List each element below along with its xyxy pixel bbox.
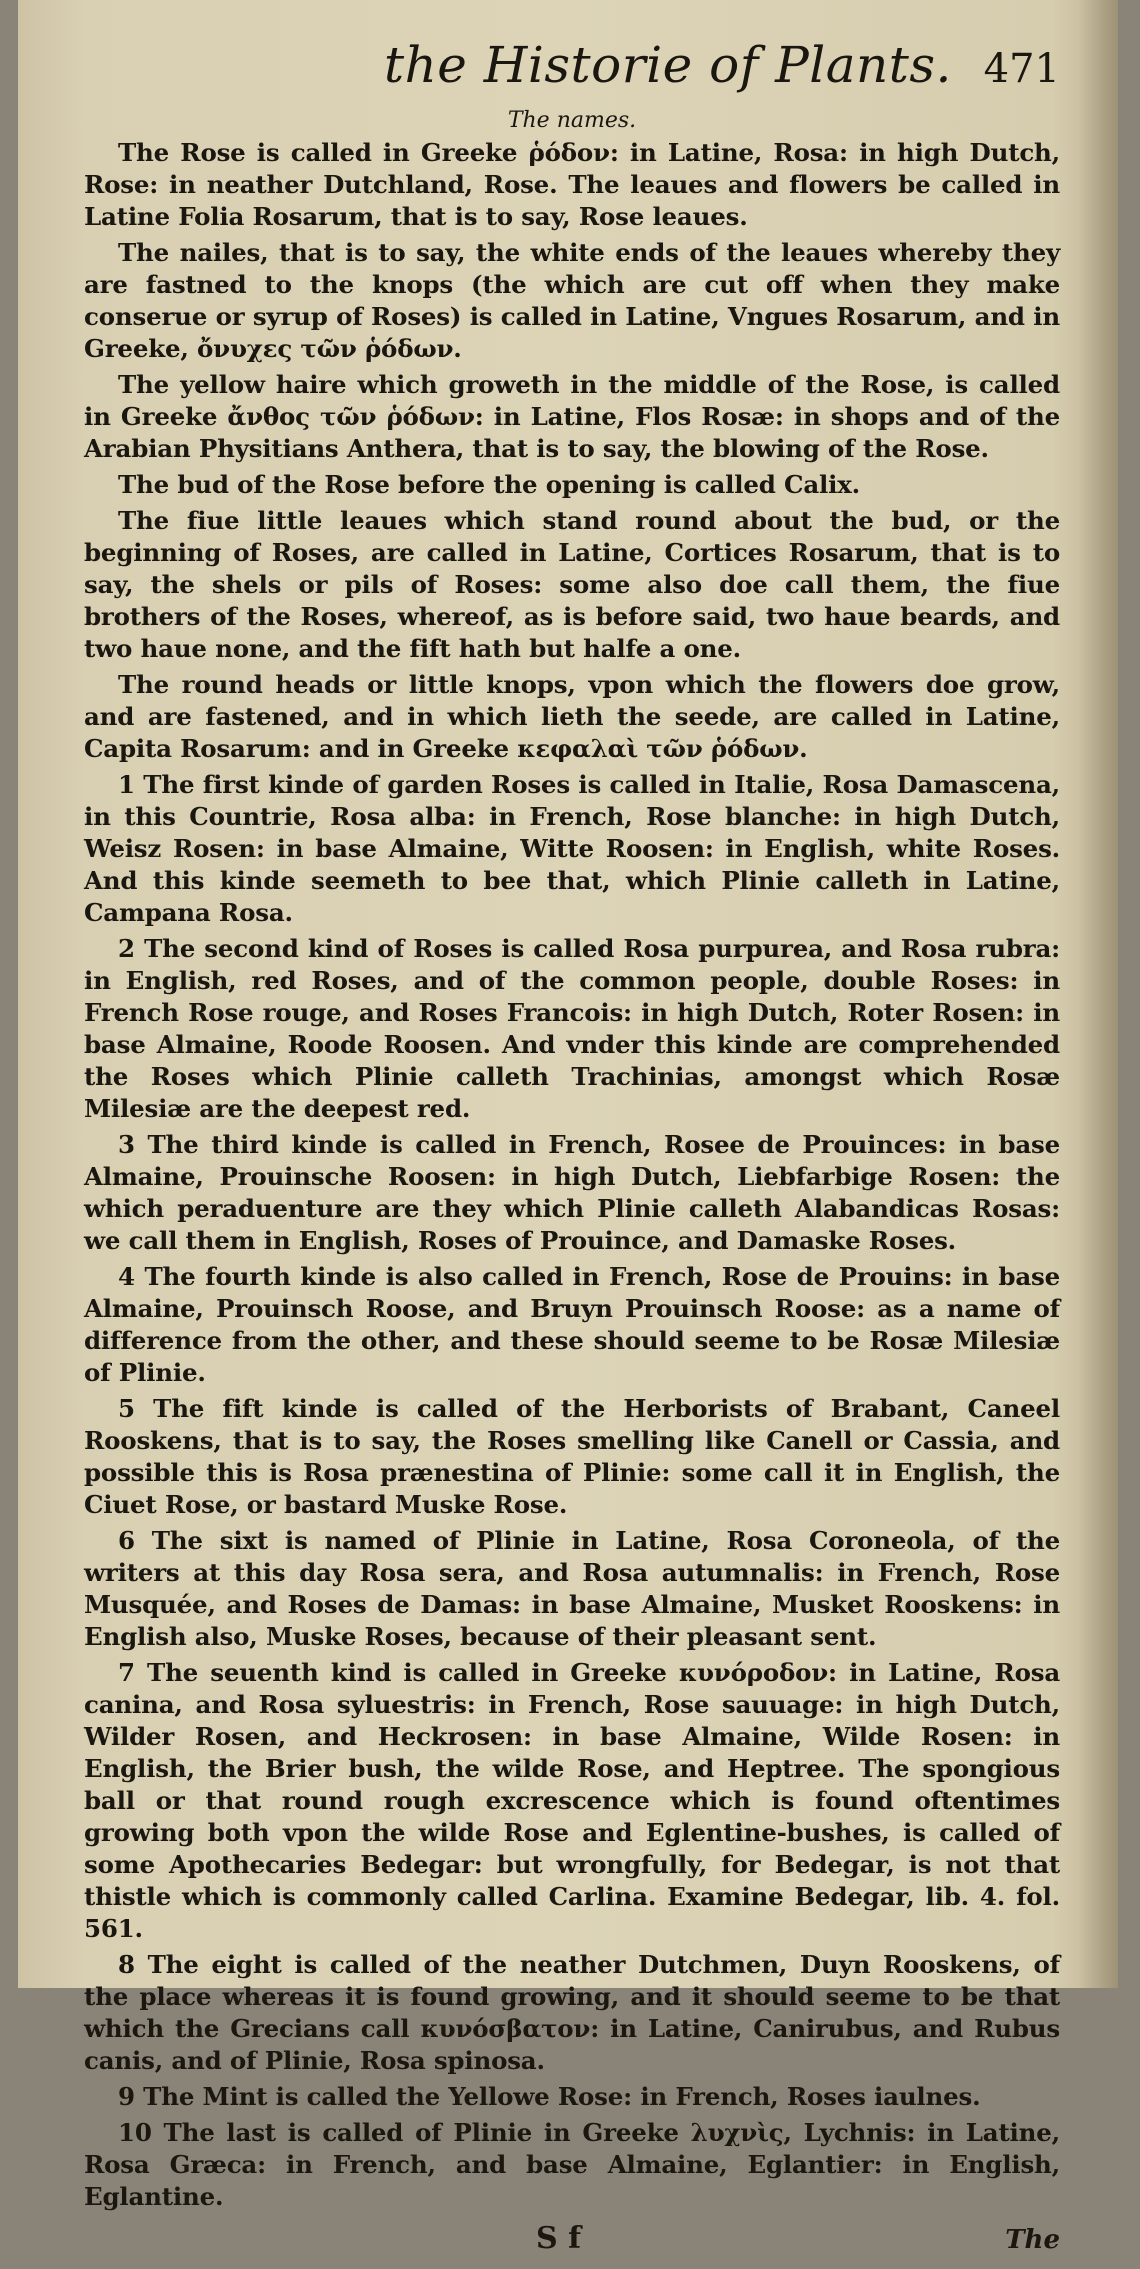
paragraph: 6 The sixt is named of Plinie in Latine, Rosa Coroneola, of the writers at this day Rosa sera, and Rosa autumnalis: in French, Rose Musquée, and Roses de Damas: in base Almaine, Musket Rooskens: in English also, Muske Roses, because of their pleasant sent. xyxy=(84,1526,1060,1651)
signature-mark: S f xyxy=(536,2221,582,2256)
paragraph: 7 The seuenth kind is called in Greeke κυνόροδον: in Latine, Rosa canina, and Rosa syluestris: in French, Rose sauuage: in high Dutch, Wilder Rosen, and Heckrosen: in base Almaine, Wilde Rosen: in English, the Brier bush, the wilde Rose, and Heptree. The spongious ball or that round rough excrescence which is found oftentimes growing both vpon the wilde Rose and Eglentine-bushes, is called of some Apothecaries Bedegar: but wrongfully, for Bedegar, is not that thistle which is commonly called Carlina. Examine Bedegar, lib. 4. fol. 561. xyxy=(84,1658,1060,1943)
running-head xyxy=(84,36,1060,102)
paragraph: 3 The third kinde is called in French, Rosee de Prouinces: in base Almaine, Prouinsche Roosen: in high Dutch, Liebfarbige Rosen: the which peraduenture are they which Plinie calleth Alabandicas Rosas: we call them in English, Roses of Prouince, and Damaske Roses. xyxy=(84,1130,1060,1255)
running-title: the Historie of Plants. xyxy=(384,36,952,94)
book-page xyxy=(18,0,1118,2256)
paragraph: 9 The Mint is called the Yellowe Rose: in French, Roses iaulnes. xyxy=(118,2082,981,2111)
body-text xyxy=(84,137,1060,2213)
paragraph: 8 The eight is called of the neather Dutchmen, Duyn Rooskens, of the place whereas it is found growing, and it should seeme to be that which the Grecians call κυνόσβατον: in Latine, Canirubus, and Rubus canis, and of Plinie, Rosa spinosa. xyxy=(84,1950,1060,2075)
paragraph: The round heads or little knops, vpon which the flowers doe grow, and are fastened, and in which lieth the seede, are called in Latine, Capita Rosarum: and in Greeke κεφαλαὶ τῶν ῥόδων. xyxy=(84,670,1060,763)
page-number: 471 xyxy=(983,46,1060,92)
paragraph: 5 The fift kinde is called of the Herborists of Brabant, Caneel Rooskens, that is to say, the Roses smelling like Canell or Cassia, and possible this is Rosa prænestina of Plinie: some call it in English, the Ciuet Rose, or bastard Muske Rose. xyxy=(84,1394,1060,1519)
catchword: The xyxy=(1005,2225,1060,2255)
paragraph: The bud of the Rose before the opening is called Calix. xyxy=(118,470,860,499)
paragraph: 4 The fourth kinde is also called in French, Rose de Prouins: in base Almaine, Prouinsch Roose, and Bruyn Prouinsch Roose: as a name of difference from the other, and these should seeme to be Rosæ Milesiæ of Plinie. xyxy=(84,1262,1060,1387)
section-heading: The names. xyxy=(507,108,637,133)
paragraph: 10 The last is called of Plinie in Greeke λυχνὶς, Lychnis: in Latine, Rosa Græca: in French, and base Almaine, Eglantier: in English, Eglantine. xyxy=(84,2118,1060,2211)
paragraph: 2 The second kind of Roses is called Rosa purpurea, and Rosa rubra: in English, red Roses, and of the common people, double Roses: in French Rose rouge, and Roses Francois: in high Dutch, Roter Rosen: in base Almaine, Roode Roosen. And vnder this kinde are comprehended the Roses which Plinie calleth Trachinias, amongst which Rosæ Milesiæ are the deepest red. xyxy=(84,934,1060,1123)
page-footer xyxy=(84,2219,1060,2269)
paragraph: The nailes, that is to say, the white ends of the leaues whereby they are fastned to the knops (the which are cut off when they make conserue or syrup of Roses) is called in Latine, Vngues Rosarum, and in Greeke, ὄνυχες τῶν ῥόδων. xyxy=(84,238,1060,363)
paragraph: The Rose is called in Greeke ῥόδον: in Latine, Rosa: in high Dutch, Rose: in neather Dutchland, Rose. The leaues and flowers be called in Latine Folia Rosarum, that is to say, Rose leaues. xyxy=(84,138,1060,231)
page-edge-shadow xyxy=(1078,0,1118,1988)
paragraph: The yellow haire which groweth in the middle of the Rose, is called in Greeke ἄνθος τῶν ῥόδων: in Latine, Flos Rosæ: in shops and of the Arabian Physitians Anthera, that is to say, the blowing of the Rose. xyxy=(84,370,1060,463)
paragraph: 1 The first kinde of garden Roses is called in Italie, Rosa Damascena, in this Countrie, Rosa alba: in French, Rose blanche: in high Dutch, Weisz Rosen: in base Almaine, Witte Roosen: in English, white Roses. And this kinde seemeth to bee that, which Plinie calleth in Latine, Campana Rosa. xyxy=(84,770,1060,927)
paragraph: The fiue little leaues which stand round about the bud, or the beginning of Roses, are called in Latine, Cortices Rosarum, that is to say, the shels or pils of Roses: some also doe call them, the fiue brothers of the Roses, whereof, as is before said, two haue beards, and two haue none, and the fift hath but halfe a one. xyxy=(84,506,1060,663)
